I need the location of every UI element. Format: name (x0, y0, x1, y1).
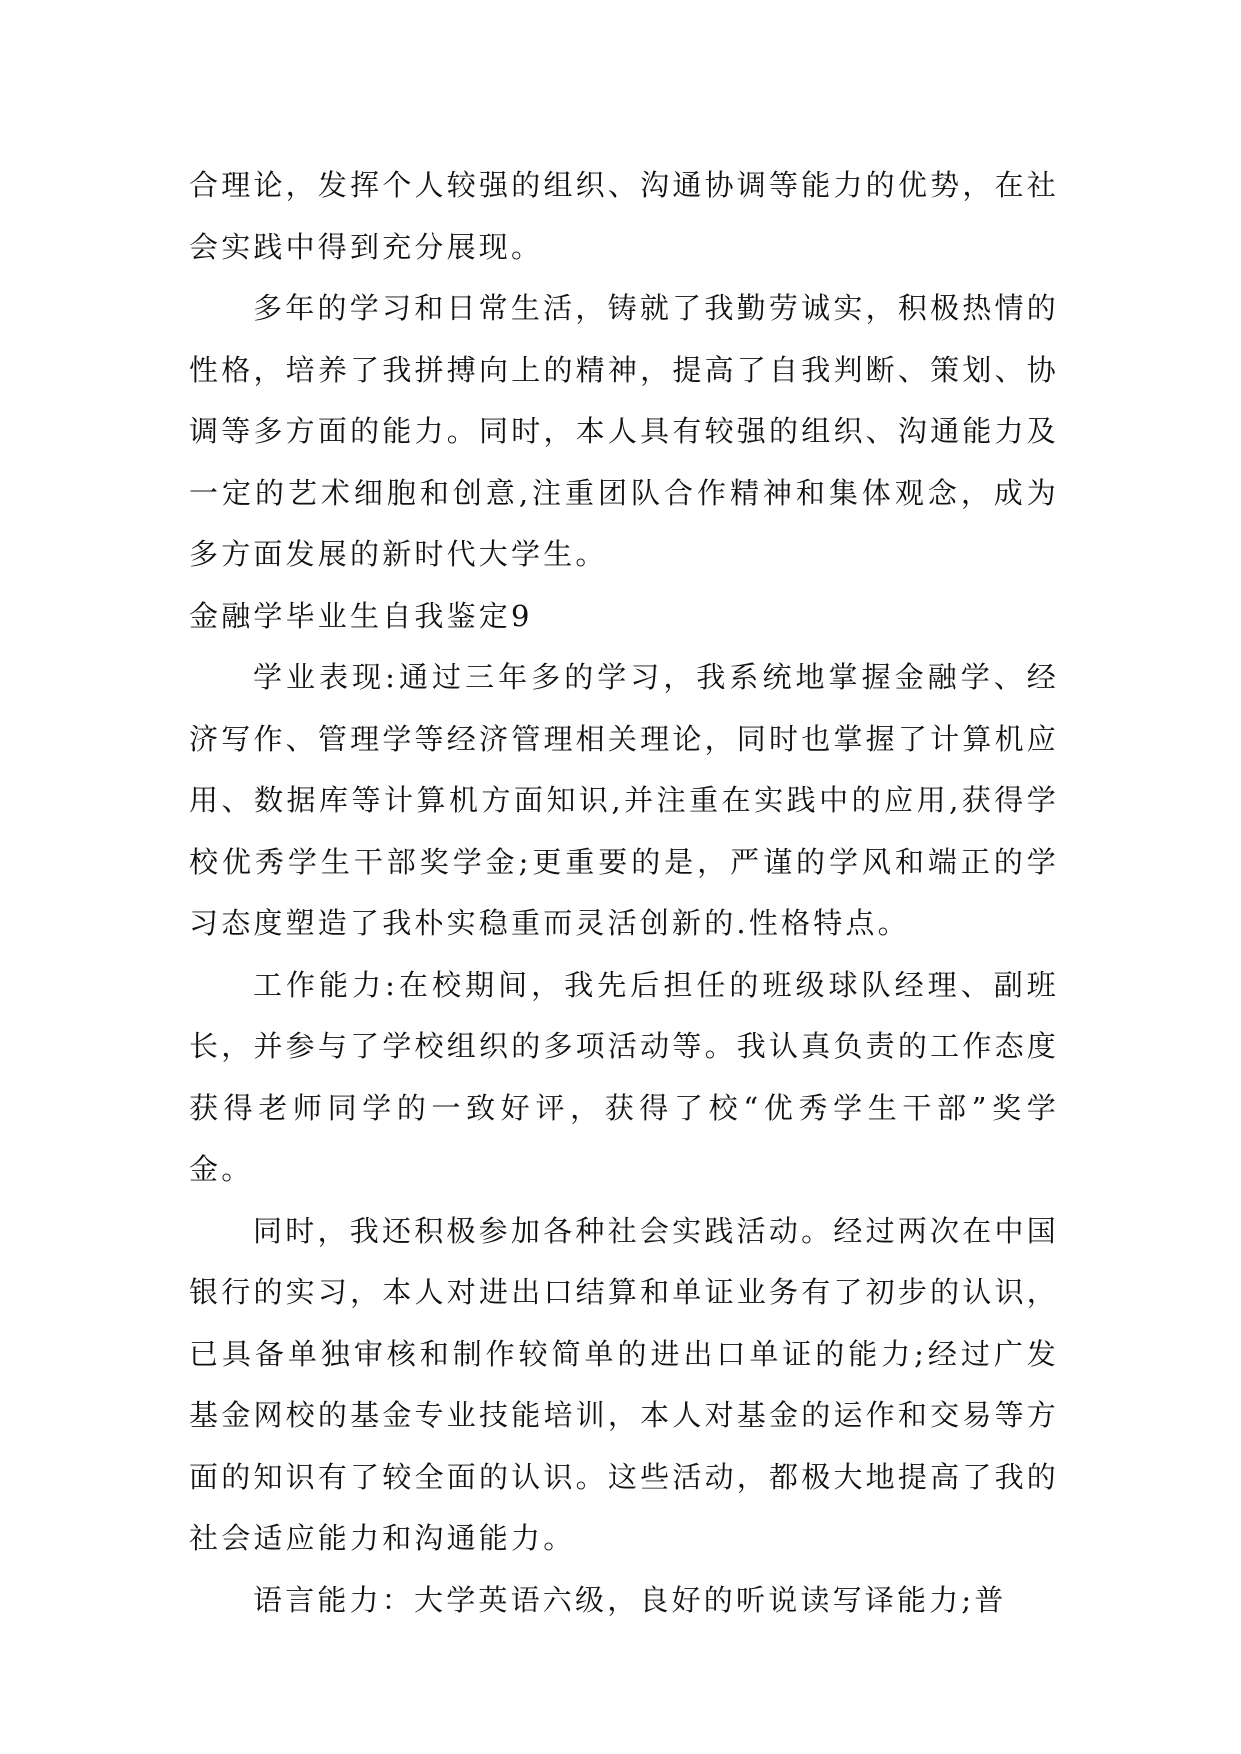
paragraph-academic-performance: 学业表现:通过三年多的学习，我系统地掌握金融学、经济写作、管理学等经济管理相关理论，同时也掌握了计算机应用、数据库等计算机方面知识,并注重在实践中的应用,获得学校优秀学生干部奖学金;更重要的是，严谨的学风和端正的学习态度塑造了我朴实稳重而灵活创新的.性格特点。 (189, 660, 1059, 940)
paragraph-personality: 多年的学习和日常生活，铸就了我勤劳诚实，积极热情的性格，培养了我拼搏向上的精神，提高了自我判断、策划、协调等多方面的能力。同时，本人具有较强的组织、沟通能力及一定的艺术细胞和创意,注重团队合作精神和集体观念，成为多方面发展的新时代大学生。 (189, 291, 1059, 571)
paragraph-work-ability: 工作能力:在校期间，我先后担任的班级球队经理、副班长，并参与了学校组织的多项活动等。我认真负责的工作态度获得老师同学的一致好评，获得了校“优秀学生干部”奖学金。 (189, 967, 1059, 1186)
paragraph-social-practice: 同时，我还积极参加各种社会实践活动。经过两次在中国银行的实习，本人对进出口结算和单证业务有了初步的认识，已具备单独审核和制作较简单的进出口单证的能力;经过广发基金网校的基金专业技能培训，本人对基金的运作和交易等方面的知识有了较全面的认识。这些活动，都极大地提高了我的社会适应能力和沟通能力。 (189, 1213, 1059, 1555)
section-title: 金融学毕业生自我鉴定9 (189, 598, 533, 633)
document-body (189, 155, 1059, 1631)
paragraph-language-ability: 语言能力：大学英语六级，良好的听说读写译能力;普 (253, 1582, 1007, 1617)
paragraph-continued-theory: 合理论，发挥个人较强的组织、沟通协调等能力的优势，在社会实践中得到充分展现。 (189, 168, 1059, 264)
